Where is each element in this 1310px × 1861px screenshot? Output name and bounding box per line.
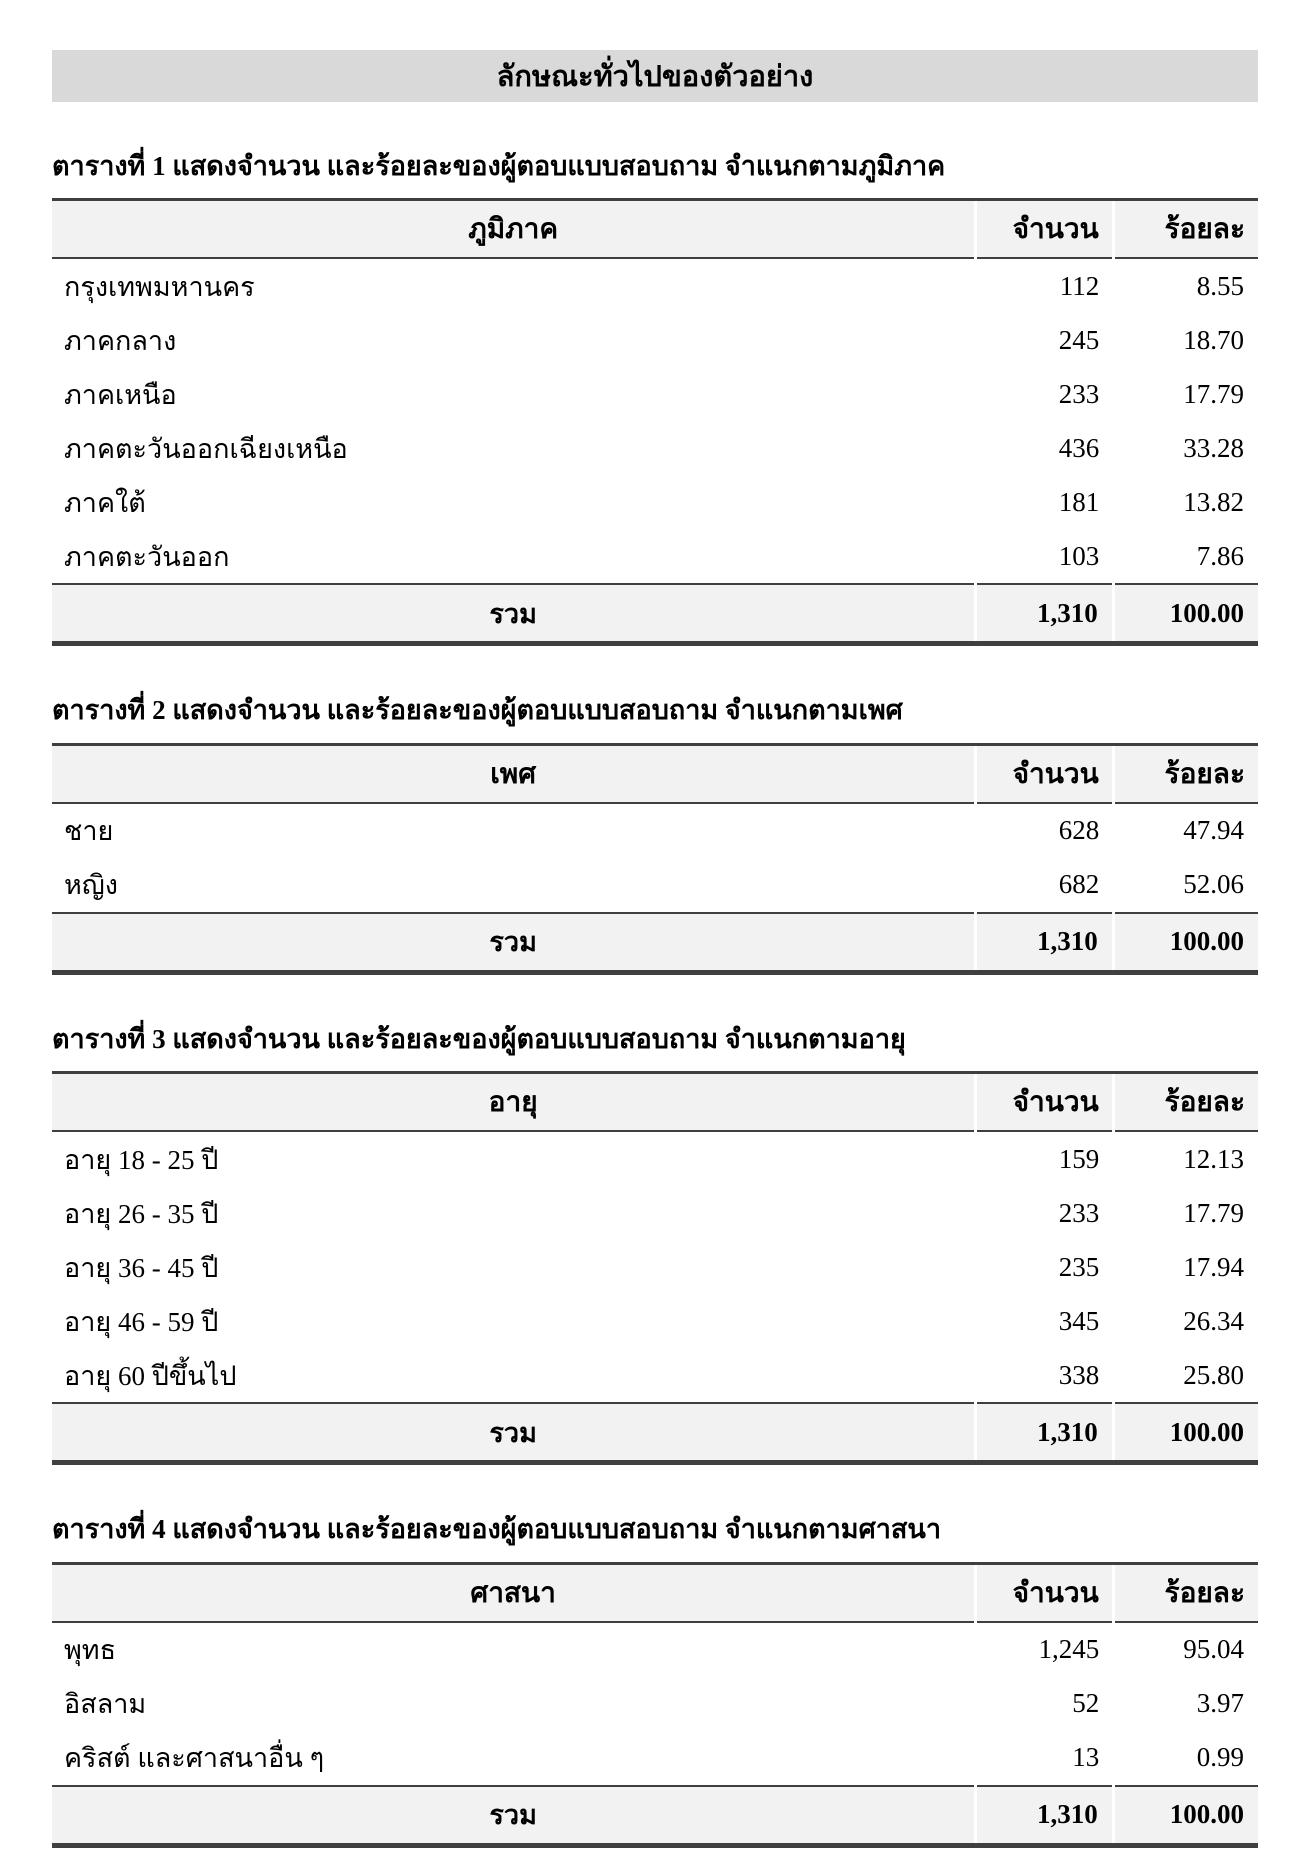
count-header-cell: จำนวน: [976, 1073, 1113, 1132]
row-percent-cell: 26.34: [1113, 1294, 1258, 1348]
table-title: ตารางที่ 3 แสดงจำนวน และร้อยละของผู้ตอบแบบสอบถาม จำแนกตามอายุ: [52, 1023, 906, 1054]
table-title: ตารางที่ 4 แสดงจำนวน และร้อยละของผู้ตอบแบบสอบถาม จำแนกตามศาสนา: [52, 1514, 941, 1545]
table-row: [52, 858, 1258, 913]
row-count-cell: 112: [976, 258, 1113, 313]
table-row: [52, 1348, 1258, 1403]
table-row: [52, 1186, 1258, 1240]
row-label-cell: คริสต์ และศาสนาอื่น ๆ: [52, 1731, 976, 1786]
count-header-cell: จำนวน: [976, 1563, 1113, 1622]
row-percent-cell: 25.80: [1113, 1348, 1258, 1403]
table-row: [52, 1131, 1258, 1186]
table-row: [52, 1622, 1258, 1677]
table-row: [52, 1240, 1258, 1294]
category-header-cell: อายุ: [52, 1073, 976, 1132]
row-count-cell: 628: [976, 803, 1113, 858]
table-header: [52, 1563, 1258, 1622]
row-percent-cell: 8.55: [1113, 258, 1258, 313]
percent-header-cell: ร้อยละ: [1113, 200, 1258, 259]
total-row: [52, 584, 1258, 644]
row-label-cell: อายุ 46 - 59 ปี: [52, 1294, 976, 1348]
row-count-cell: 181: [976, 475, 1113, 529]
row-label-cell: ภาคตะวันออกเฉียงเหนือ: [52, 421, 976, 475]
percent-header-cell: ร้อยละ: [1113, 1073, 1258, 1132]
table-title: ตารางที่ 1 แสดงจำนวน และร้อยละของผู้ตอบแบบสอบถาม จำแนกตามภูมิภาค: [52, 151, 946, 181]
row-percent-cell: 17.94: [1113, 1240, 1258, 1294]
header-row: [52, 200, 1258, 259]
count-header-cell: จำนวน: [976, 744, 1113, 803]
row-count-cell: 13: [976, 1731, 1113, 1786]
table-header: [52, 744, 1258, 803]
category-header-cell: ศาสนา: [52, 1563, 976, 1622]
row-percent-cell: 52.06: [1113, 858, 1258, 913]
table-footer: [52, 584, 1258, 644]
total-label-cell: รวม: [52, 1403, 976, 1463]
row-percent-cell: 18.70: [1113, 313, 1258, 367]
total-row: [52, 1403, 1258, 1463]
table-footer: [52, 913, 1258, 973]
table-row: [52, 313, 1258, 367]
row-percent-cell: 3.97: [1113, 1677, 1258, 1731]
row-count-cell: 338: [976, 1348, 1113, 1403]
row-label-cell: อายุ 36 - 45 ปี: [52, 1240, 976, 1294]
table-row: [52, 475, 1258, 529]
row-count-cell: 233: [976, 1186, 1113, 1240]
row-count-cell: 345: [976, 1294, 1113, 1348]
total-label-cell: รวม: [52, 913, 976, 973]
data-table: [52, 1562, 1258, 1848]
category-header-cell: เพศ: [52, 744, 976, 803]
row-label-cell: ภาคใต้: [52, 475, 976, 529]
total-label-cell: รวม: [52, 1786, 976, 1846]
page-banner: [52, 50, 1258, 102]
row-label-cell: หญิง: [52, 858, 976, 913]
table-section: [52, 1511, 1258, 1847]
row-label-cell: อายุ 60 ปีขึ้นไป: [52, 1348, 976, 1403]
total-percent-cell: 100.00: [1113, 584, 1258, 644]
row-percent-cell: 95.04: [1113, 1622, 1258, 1677]
row-label-cell: อายุ 26 - 35 ปี: [52, 1186, 976, 1240]
row-count-cell: 233: [976, 367, 1113, 421]
table-body: [52, 1622, 1258, 1786]
table-header: [52, 1073, 1258, 1132]
table-footer: [52, 1786, 1258, 1846]
row-count-cell: 1,245: [976, 1622, 1113, 1677]
row-count-cell: 235: [976, 1240, 1113, 1294]
total-row: [52, 913, 1258, 973]
row-percent-cell: 17.79: [1113, 1186, 1258, 1240]
percent-header-cell: ร้อยละ: [1113, 744, 1258, 803]
table-body: [52, 1131, 1258, 1403]
row-label-cell: พุทธ: [52, 1622, 976, 1677]
table-row: [52, 367, 1258, 421]
row-percent-cell: 12.13: [1113, 1131, 1258, 1186]
table-section: [52, 692, 1258, 974]
total-count-cell: 1,310: [976, 1403, 1113, 1463]
table-row: [52, 1731, 1258, 1786]
table-body: [52, 803, 1258, 913]
total-row: [52, 1786, 1258, 1846]
total-percent-cell: 100.00: [1113, 913, 1258, 973]
category-header-cell: ภูมิภาค: [52, 200, 976, 259]
total-label-cell: รวม: [52, 584, 976, 644]
header-row: [52, 1073, 1258, 1132]
page-banner-title: ลักษณะทั่วไปของตัวอย่าง: [496, 61, 814, 93]
row-count-cell: 103: [976, 529, 1113, 584]
row-count-cell: 682: [976, 858, 1113, 913]
report-page: [52, 0, 1258, 1848]
total-percent-cell: 100.00: [1113, 1786, 1258, 1846]
count-header-cell: จำนวน: [976, 200, 1113, 259]
table-row: [52, 803, 1258, 858]
row-label-cell: ภาคตะวันออก: [52, 529, 976, 584]
table-row: [52, 529, 1258, 584]
data-table: [52, 743, 1258, 975]
row-label-cell: ภาคเหนือ: [52, 367, 976, 421]
row-percent-cell: 47.94: [1113, 803, 1258, 858]
table-footer: [52, 1403, 1258, 1463]
row-count-cell: 245: [976, 313, 1113, 367]
table-row: [52, 1677, 1258, 1731]
row-count-cell: 436: [976, 421, 1113, 475]
tables-container: [52, 148, 1258, 1848]
data-table: [52, 198, 1258, 646]
table-row: [52, 1294, 1258, 1348]
table-header: [52, 200, 1258, 259]
header-row: [52, 1563, 1258, 1622]
row-label-cell: ภาคกลาง: [52, 313, 976, 367]
table-body: [52, 258, 1258, 584]
total-count-cell: 1,310: [976, 1786, 1113, 1846]
table-title: ตารางที่ 2 แสดงจำนวน และร้อยละของผู้ตอบแบบสอบถาม จำแนกตามเพศ: [52, 695, 903, 726]
table-row: [52, 421, 1258, 475]
row-count-cell: 159: [976, 1131, 1113, 1186]
table-section: [52, 148, 1258, 646]
total-count-cell: 1,310: [976, 913, 1113, 973]
row-count-cell: 52: [976, 1677, 1113, 1731]
percent-header-cell: ร้อยละ: [1113, 1563, 1258, 1622]
total-count-cell: 1,310: [976, 584, 1113, 644]
data-table: [52, 1071, 1258, 1465]
row-percent-cell: 0.99: [1113, 1731, 1258, 1786]
row-label-cell: ชาย: [52, 803, 976, 858]
row-percent-cell: 13.82: [1113, 475, 1258, 529]
row-label-cell: อายุ 18 - 25 ปี: [52, 1131, 976, 1186]
row-percent-cell: 7.86: [1113, 529, 1258, 584]
table-section: [52, 1021, 1258, 1465]
table-row: [52, 258, 1258, 313]
row-label-cell: อิสลาม: [52, 1677, 976, 1731]
row-percent-cell: 33.28: [1113, 421, 1258, 475]
total-percent-cell: 100.00: [1113, 1403, 1258, 1463]
header-row: [52, 744, 1258, 803]
row-label-cell: กรุงเทพมหานคร: [52, 258, 976, 313]
row-percent-cell: 17.79: [1113, 367, 1258, 421]
